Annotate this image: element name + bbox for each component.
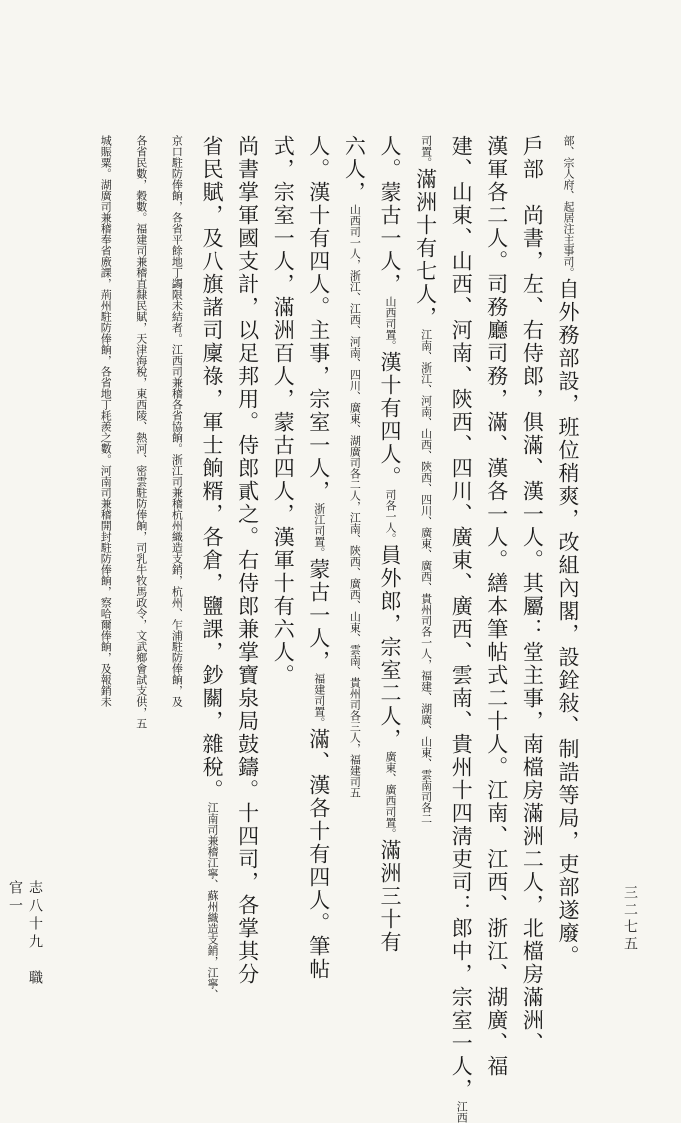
text-column <box>92 135 118 925</box>
text-column <box>484 135 510 1078</box>
annotation-note: 司各一人。 <box>384 489 397 544</box>
text-column <box>377 135 403 954</box>
main-text: 六人， <box>342 135 367 204</box>
annotation-note: 江南、浙江、河南、山西、陝西、四川、廣東、廣西、貴州司各一人，福建、湖廣、山東、雲南司各二 <box>419 329 433 824</box>
main-text: 滿、漢各十有四人。筆帖 <box>306 728 331 981</box>
text-column <box>555 135 581 968</box>
annotation-note: 山西司置。 <box>384 296 397 351</box>
main-text: 漢十有四人。 <box>378 351 402 489</box>
main-text: 人。蒙古一人， <box>378 135 402 296</box>
text-column <box>199 135 225 1000</box>
annotation-note: 司置。 <box>419 135 433 168</box>
main-text: 滿洲三十有 <box>378 839 402 954</box>
main-text: 自外務部設，班位稍爽，改組內閣，設銓敍、制誥等局，吏部遂廢。 <box>556 278 580 968</box>
main-text: 式，宗室一人，滿洲百人，蒙古四人，漢軍十有六人。 <box>271 135 296 687</box>
text-column <box>163 135 189 925</box>
annotation-note: 浙江司置。 <box>312 503 326 558</box>
annotation-note: 城賑粟。湖廣司兼稽奉省廒課，荊州駐防俸餉，各省地丁耗羨之數。河南司兼稽開封駐防俸餉，察哈爾俸餉，及報銷未 <box>99 135 113 707</box>
text-column <box>519 135 545 1055</box>
main-text: 滿洲十有七人， <box>413 168 438 329</box>
main-text: 漢軍各二人。司務廳司務，滿、漢各一人。繕本筆帖式二十人。江南、江西、浙江、湖廣、福 <box>484 135 509 1078</box>
main-text: 省民賦，及八旗諸司廩祿，軍士餉糈，各倉，鹽課，鈔關，雜稅。 <box>200 135 224 802</box>
text-column <box>235 135 261 986</box>
annotation-note: 江西 <box>455 1101 469 1123</box>
annotation-note: 福建司置。 <box>312 673 326 728</box>
text-column <box>128 135 154 925</box>
annotation-note: 各省民數，穀數。福建司兼稽直隸民賦，天津海稅，東西陵、熱河、密雲駐防俸餉，司乳牛牧馬政令，文武鄉會試支供，五 <box>134 135 148 729</box>
chapter-footer: 志八十九 職官一 <box>7 880 43 988</box>
annotation-note: 廣東、廣西司置。 <box>384 751 397 839</box>
text-column <box>270 135 296 925</box>
main-text: 員外郎，宗室二人， <box>378 544 402 751</box>
annotation-note: 部、宗人府、起居注主事司。 <box>562 135 575 278</box>
annotation-note: 京口駐防俸餉，各省平餘地丁蠲限未結者。江西司兼稽各省協餉。浙江司兼稽杭州織造支銷，杭州、乍浦駐防俸餉，及 <box>170 135 184 707</box>
main-text: 戶部 尚書，左、右侍郎，俱滿、漢一人。其屬：堂主事，南檔房滿洲二人，北檔房滿洲、 <box>520 135 545 1055</box>
main-text: 人。漢十有四人。主事，宗室一人， <box>306 135 331 503</box>
text-column <box>306 135 332 981</box>
annotation-note: 江南司兼稽江寧、蘇州織造支銷，江寧、 <box>206 802 219 1000</box>
text-column <box>448 135 474 1123</box>
annotation-note: 山西司一人，浙江、江西、河南、四川、廣東、湖廣司各二人，江南、陝西、廣西、山東、雲南、貴州司各三人，福建司五 <box>348 204 362 798</box>
text-column <box>341 135 367 925</box>
main-text: 蒙古一人， <box>306 558 331 673</box>
main-text: 建、山東、山西、河南、陝西、四川、廣東、廣西、雲南、貴州十四淸吏司：郎中，宗室一人， <box>449 135 474 1101</box>
main-text: 尚書掌軍國支計，以足邦用。侍郎貳之。右侍郎兼掌寶泉局鼓鑄。十四司，各掌其分 <box>235 135 260 986</box>
page-number: 三二七五 <box>622 885 638 953</box>
text-column <box>413 135 439 925</box>
